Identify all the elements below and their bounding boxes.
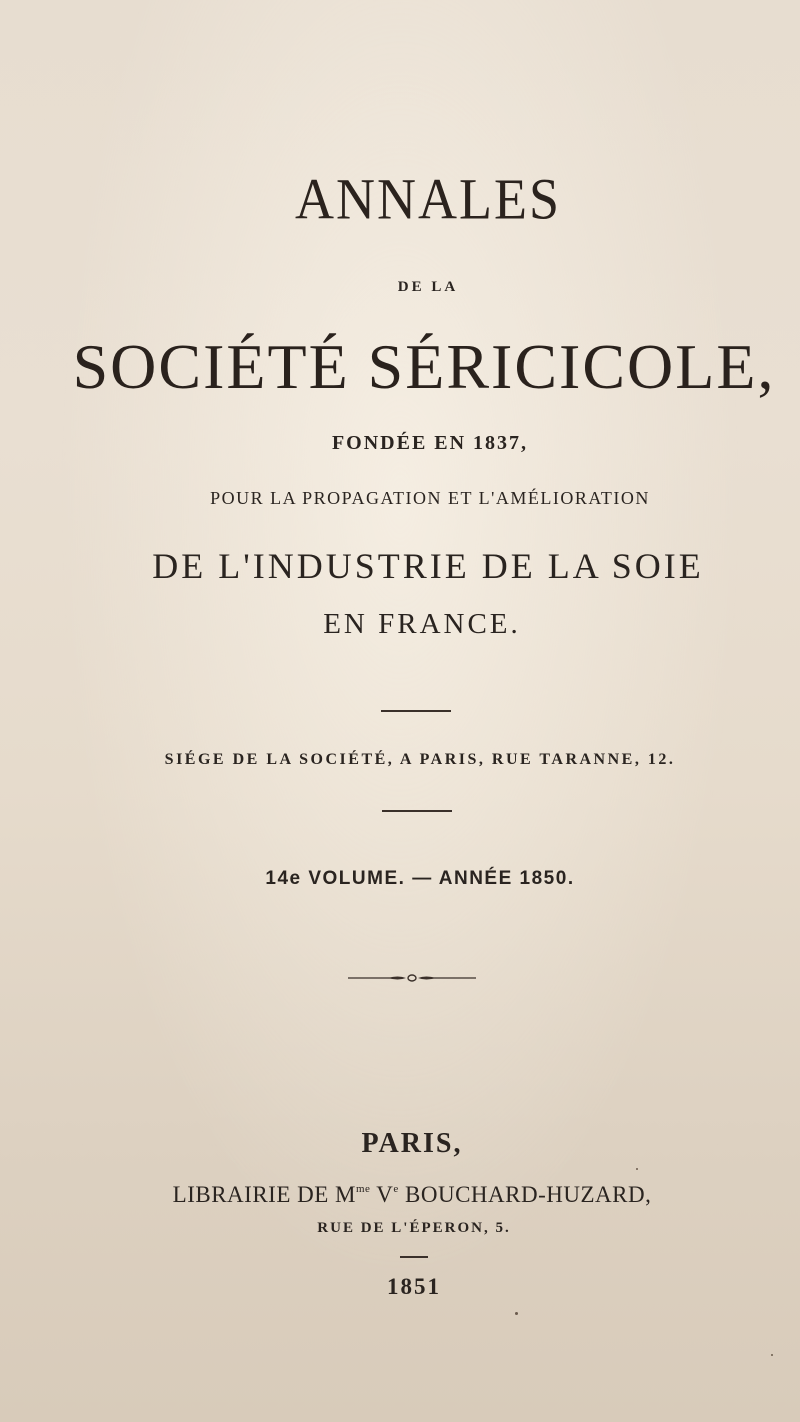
divider-rule-top	[381, 710, 451, 712]
divider-rule-middle	[382, 810, 452, 812]
publisher-superscript-me: me	[355, 1183, 371, 1195]
paper-speck	[636, 1168, 638, 1170]
publisher-prefix: LIBRAIRIE DE M	[172, 1182, 356, 1207]
volume-line: 14e VOLUME. — ANNÉE 1850.	[265, 868, 575, 889]
imprint-publisher	[12, 1182, 800, 1208]
publisher-name: BOUCHARD-HUZARD,	[398, 1182, 652, 1207]
imprint-year: 1851	[387, 1274, 441, 1299]
imprint-city: PARIS,	[361, 1128, 463, 1159]
paper-speck	[771, 1354, 773, 1356]
book-title: ANNALES	[295, 166, 561, 232]
publisher-mid: V	[370, 1182, 394, 1207]
divider-rule-imprint	[400, 1256, 428, 1258]
imprint-street: RUE DE L'ÉPERON, 5.	[317, 1220, 511, 1236]
industry-line: DE L'INDUSTRIE DE LA SOIE	[152, 546, 704, 586]
publisher-superscript-e: e	[393, 1183, 399, 1195]
ornamental-rule	[348, 972, 476, 984]
title-connector: DE LA	[397, 279, 459, 295]
purpose-line: POUR LA PROPAGATION ET L'AMÉLIORATION	[210, 488, 650, 508]
society-name: SOCIÉTÉ SÉRICICOLE,	[72, 331, 776, 402]
country-line: EN FRANCE.	[323, 608, 521, 640]
paper-speck	[515, 1312, 518, 1315]
founding-line: FONDÉE EN 1837,	[331, 432, 529, 454]
society-seat-line: SIÉGE DE LA SOCIÉTÉ, A PARIS, RUE TARANNE, 12.	[164, 751, 676, 768]
